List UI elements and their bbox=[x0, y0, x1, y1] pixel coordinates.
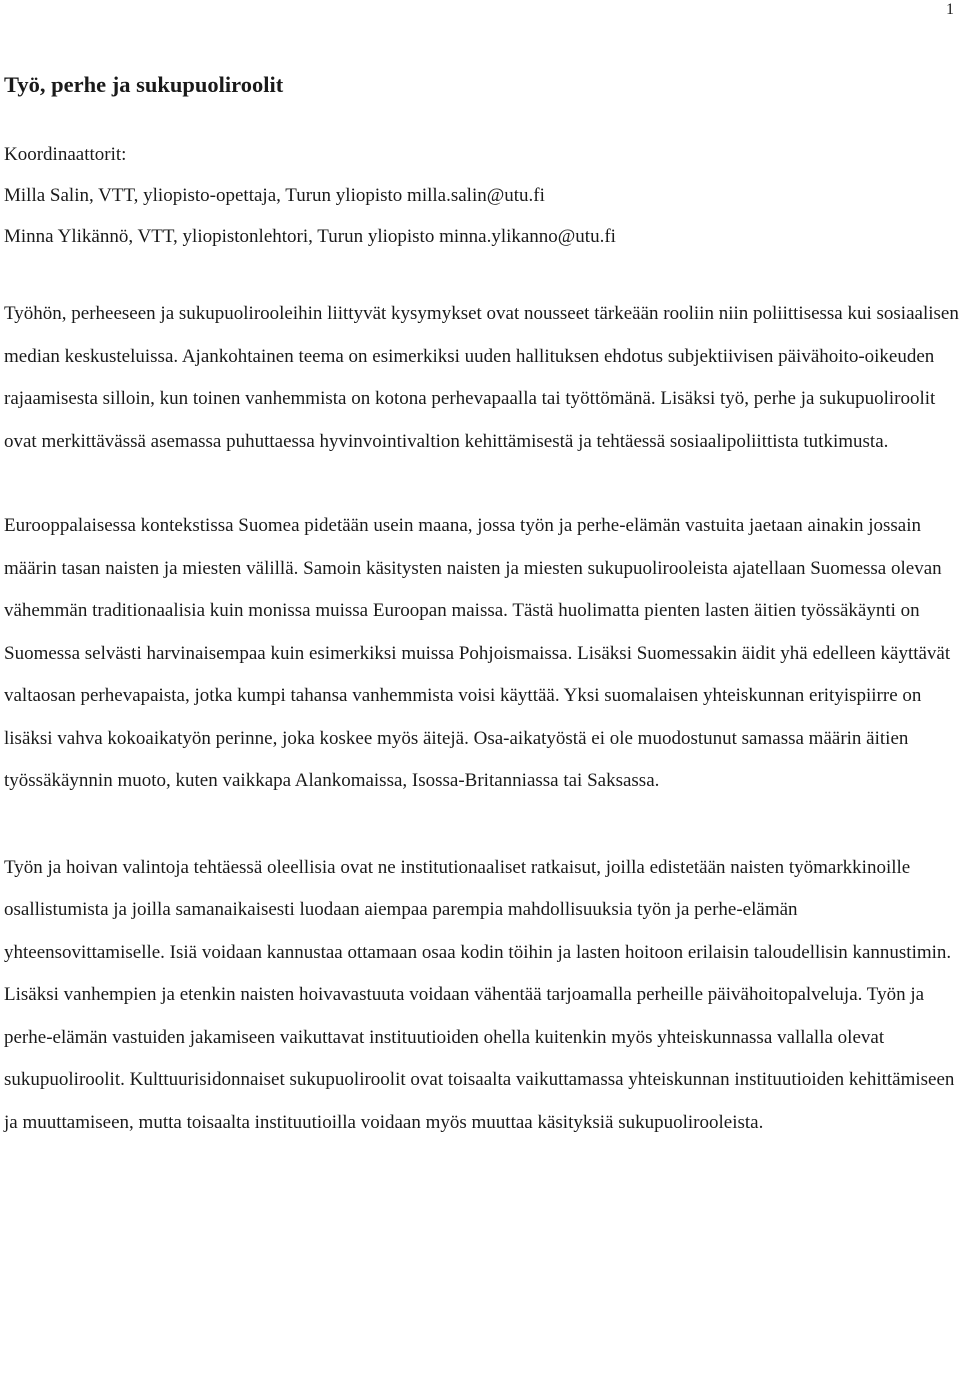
page-number: 1 bbox=[946, 1, 954, 18]
coordinators-block bbox=[4, 134, 960, 257]
coordinators-label: Koordinaattorit: bbox=[4, 144, 127, 165]
body-paragraph: Työhön, perheeseen ja sukupuolirooleihin liittyvät kysymykset ovat nousseet tärkeään rooliin niin poliittisessa kui sosiaalisen median keskusteluissa. Ajankohtainen teema on esimerkiksi uuden hallituksen ehdotus subjektiivisen päivähoito-oikeuden rajaamisesta silloin, kun toinen vanhemmista on kotona perhevapaalla tai työttömänä. Lisäksi työ, perhe ja sukupuoliroolit ovat merkittävässä asemassa puhuttaessa hyvinvointivaltion kehittämisestä ja tehtäessä sosiaalipoliittista tutkimusta. bbox=[4, 303, 959, 452]
coordinator-entry: Minna Ylikännö, VTT, yliopistonlehtori, Turun yliopisto minna.ylikanno@utu.fi bbox=[4, 226, 616, 247]
body-paragraph: Työn ja hoivan valintoja tehtäessä oleellisia ovat ne institutionaaliset ratkaisut, joilla edistetään naisten työmarkkinoille osallistumista ja joilla samanaikaisesti luodaan aiempaa parempia mahdollisuuksia työn ja perhe-elämän yhteensovittamiselle. Isiä voidaan kannustaa ottamaan osaa kodin töihin ja lasten hoitoon erilaisin taloudellisin kannustimin. Lisäksi vanhempien ja etenkin naisten hoivavastuuta voidaan vähentää tarjoamalla perheille päivähoitopalveluja. Työn ja perhe-elämän vastuiden jakamiseen vaikuttavat instituutioiden ohella kuitenkin myös yhteiskunnassa vallalla olevat sukupuoliroolit. Kulttuurisidonnaiset sukupuoliroolit ovat toisaalta vaikuttamassa yhteiskunnan instituutioiden kehittämiseen ja muuttamiseen, mutta toisaalta instituutioilla voidaan myös muuttaa käsityksiä sukupuolirooleista. bbox=[4, 856, 955, 1133]
body-paragraph: Eurooppalaisessa kontekstissa Suomea pidetään usein maana, jossa työn ja perhe-elämän vastuita jaetaan ainakin jossain määrin tasan naisten ja miesten välillä. Samoin käsitysten naisten ja miesten sukupuolirooleista ajatellaan Suomessa olevan vähemmän traditionaalisia kuin monissa muissa Euroopan maissa. Tästä huolimatta pienten lasten äitien työssäkäynti on Suomessa selvästi harvinaisempaa kuin esimerkiksi muissa Pohjoismaissa. Lisäksi Suomessakin äidit yhä edelleen käyttävät valtaosan perhevapaista, jotka kumpi tahansa vanhemmista voisi käyttää. Yksi suomalaisen yhteiskunnan erityispiirre on lisäksi vahva kokoaikatyön perinne, joka koskee myös äitejä. Osa-aikatyöstä ei ole muodostunut samassa määrin äitien työssäkäynnin muoto, kuten vaikkapa Alankomaissa, Isossa-Britanniassa tai Saksassa. bbox=[4, 515, 951, 791]
document-title: Työ, perhe ja sukupuoliroolit bbox=[4, 72, 284, 97]
coordinator-entry: Milla Salin, VTT, yliopisto-opettaja, Turun yliopisto milla.salin@utu.fi bbox=[4, 185, 545, 206]
document-body bbox=[4, 70, 960, 1144]
